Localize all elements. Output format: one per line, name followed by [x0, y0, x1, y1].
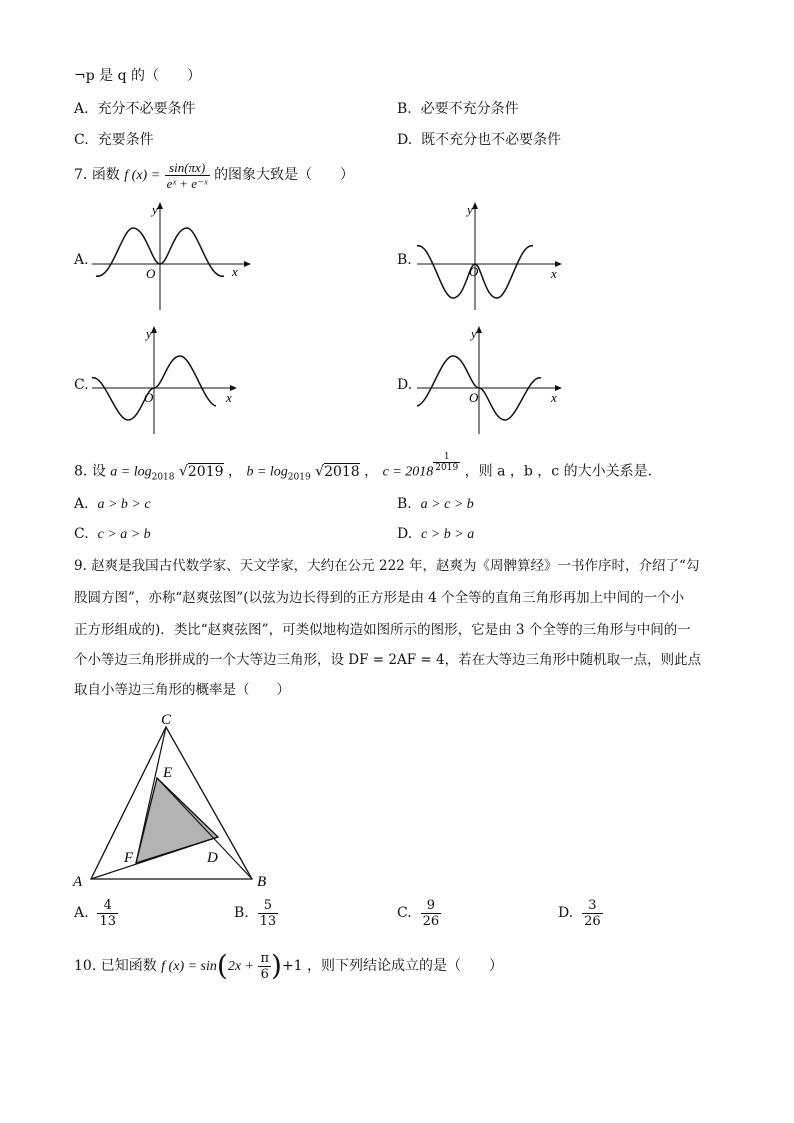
separator: ，	[364, 463, 379, 480]
q9-text: 赵爽是我国古代数学家、天文学家，大约在公元 222 年，赵爽为《周髀算经》一书作序时，介绍了“勾	[91, 558, 700, 574]
frac-den: 13	[259, 913, 277, 929]
point-D: D	[207, 850, 218, 866]
q7-graph-c[interactable]	[88, 322, 258, 440]
q10-pre: 已知函数	[100, 958, 157, 974]
option-label: B.	[397, 496, 412, 512]
q9-option-d[interactable]	[558, 896, 603, 930]
q6-option-b[interactable]	[397, 99, 519, 119]
q6-stem: ¬p 是 q 的（ ）	[74, 68, 202, 84]
option-text: 必要不充分条件	[420, 101, 519, 117]
origin-label: O	[469, 264, 479, 279]
option-text: c > b > a	[421, 527, 475, 542]
q9-option-b[interactable]	[234, 896, 278, 930]
option-label: A.	[74, 101, 89, 117]
q9-option-a[interactable]	[74, 896, 118, 930]
frac-num: 4	[97, 898, 118, 914]
point-C: C	[161, 712, 172, 728]
pi-den: 6	[260, 966, 269, 982]
point-B: B	[257, 874, 267, 890]
q7-fraction	[165, 160, 210, 191]
frac-num: 9	[421, 898, 442, 914]
q8-tail: ，则 a ，b ，c 的大小关系是．	[464, 463, 662, 480]
q7-graph-b[interactable]	[413, 198, 573, 316]
q7-post: 的图象大致是（ ）	[214, 167, 355, 183]
sqrt-icon: √	[178, 463, 188, 480]
option-fraction	[421, 898, 442, 929]
left-paren-icon: (	[216, 949, 228, 982]
y-axis-arrow	[476, 326, 482, 333]
exp-den: 2019	[435, 463, 459, 473]
x-label: x	[551, 390, 557, 405]
option-text: c > a > b	[97, 527, 151, 542]
q9-option-c[interactable]	[397, 896, 441, 930]
y-axis-arrow	[472, 202, 478, 209]
q10-fx: f (x) = sin	[161, 959, 217, 974]
option-text: 充分不必要条件	[97, 101, 196, 117]
option-text: 充要条件	[97, 132, 154, 148]
option-label: A.	[74, 905, 89, 921]
q7-stem	[74, 158, 354, 193]
q8-option-d[interactable]	[397, 524, 474, 545]
q6-option-c[interactable]	[74, 130, 154, 150]
pi-num: π	[260, 950, 269, 966]
x-label: x	[551, 266, 557, 281]
q7-option-d-label[interactable]: D.	[397, 377, 413, 393]
option-fraction	[258, 898, 279, 929]
x-axis-arrow	[244, 261, 251, 267]
y-label: y	[152, 202, 158, 217]
q10-stem	[74, 948, 503, 985]
point-E: E	[163, 765, 173, 781]
frac-den: 26	[422, 913, 440, 929]
separator: ，	[227, 463, 242, 480]
q7-option-c-label[interactable]: C.	[74, 377, 89, 393]
question-number: 8.	[74, 463, 88, 480]
q7-graph-a[interactable]	[88, 198, 258, 316]
q10-arg: 2x +	[227, 959, 254, 974]
q7-option-a-label[interactable]: A.	[74, 252, 89, 268]
y-axis-arrow	[151, 326, 157, 333]
q10-pi-fraction	[258, 951, 271, 982]
q6-option-a[interactable]	[74, 99, 195, 119]
q9-line-3: 正方形组成的)．类比“赵爽弦图”，可类似地构造如图所示的图形，它是由 3 个全等的三角形与中间的一	[74, 622, 691, 638]
option-fraction	[97, 898, 118, 929]
q8-option-c[interactable]	[74, 524, 151, 545]
option-label: C.	[74, 132, 89, 148]
q9-line-1	[74, 556, 699, 576]
frac-num: 5	[258, 898, 279, 914]
q8-b-base: 2019	[287, 472, 311, 483]
option-label: D.	[397, 132, 413, 148]
y-label: y	[467, 202, 473, 217]
point-F: F	[124, 850, 134, 866]
q7-graph-d[interactable]	[413, 322, 573, 440]
origin-label: O	[144, 390, 154, 405]
q10-post: ，则下列结论成立的是（ ）	[307, 958, 504, 974]
q10-plus1: +1	[281, 958, 303, 974]
option-label: B.	[397, 101, 412, 117]
q9-line-4: 个小等边三角形拼成的一个大等边三角形，设 DF = 2AF = 4，若在大等边三角形中随机取一点，则此点	[74, 652, 702, 668]
option-label: D.	[397, 526, 413, 542]
q6-option-d[interactable]	[397, 130, 561, 150]
option-label: B.	[234, 905, 249, 921]
y-axis-arrow	[157, 202, 163, 209]
option-text: 既不充分也不必要条件	[421, 132, 562, 148]
option-label: D.	[558, 905, 574, 921]
question-number: 9.	[74, 558, 87, 574]
q8-b-expr: b = log	[246, 464, 288, 480]
q9-line-5: 取自小等边三角形的概率是（ ）	[74, 682, 290, 698]
option-text: a > c > b	[420, 497, 474, 512]
point-A: A	[73, 874, 83, 890]
q7-frac-den: eˣ + e⁻ˣ	[166, 175, 208, 191]
q8-a-arg: 2019	[187, 463, 224, 480]
option-fraction	[582, 898, 603, 929]
x-label: x	[232, 264, 238, 279]
x-label: x	[226, 390, 232, 405]
frac-den: 26	[584, 913, 601, 929]
option-text: a > b > c	[97, 497, 151, 512]
q7-pre: 函数	[91, 167, 120, 183]
origin-label: O	[469, 390, 479, 405]
frac-num: 3	[582, 898, 603, 914]
q8-c-expr: c = 2018	[382, 464, 434, 480]
q8-stem	[74, 452, 662, 491]
exp-num: 1	[433, 452, 460, 463]
q9-line-2: 股圆方图”，亦称“赵爽弦图”(以弦为边长得到的正方形是由 4 个全等的直角三角形再加上中间的一个小	[74, 590, 685, 606]
q8-a-base: 2018	[151, 472, 175, 483]
sqrt-icon: √	[315, 463, 325, 480]
q8-b-arg: 2018	[324, 463, 360, 480]
right-paren-icon: )	[271, 949, 282, 982]
q8-option-b[interactable]	[397, 494, 474, 515]
question-number: 10.	[74, 958, 97, 974]
y-label: y	[471, 326, 477, 341]
q8-c-exponent	[433, 452, 460, 473]
option-label: A.	[74, 496, 89, 512]
question-number: 7.	[74, 167, 88, 183]
y-label: y	[146, 326, 152, 341]
q9-triangle-figure	[70, 708, 280, 894]
q8-option-a[interactable]	[74, 494, 151, 515]
option-label: C.	[397, 905, 412, 921]
option-label: C.	[74, 526, 89, 542]
q7-option-b-label[interactable]: B.	[397, 252, 412, 268]
origin-label: O	[146, 266, 156, 281]
q8-text: 设	[91, 463, 106, 480]
q8-a-expr: a = log	[110, 464, 152, 480]
q7-frac-num: sin(πx)	[165, 160, 210, 176]
frac-den: 13	[99, 913, 117, 929]
q7-fx: f (x) =	[124, 168, 161, 183]
